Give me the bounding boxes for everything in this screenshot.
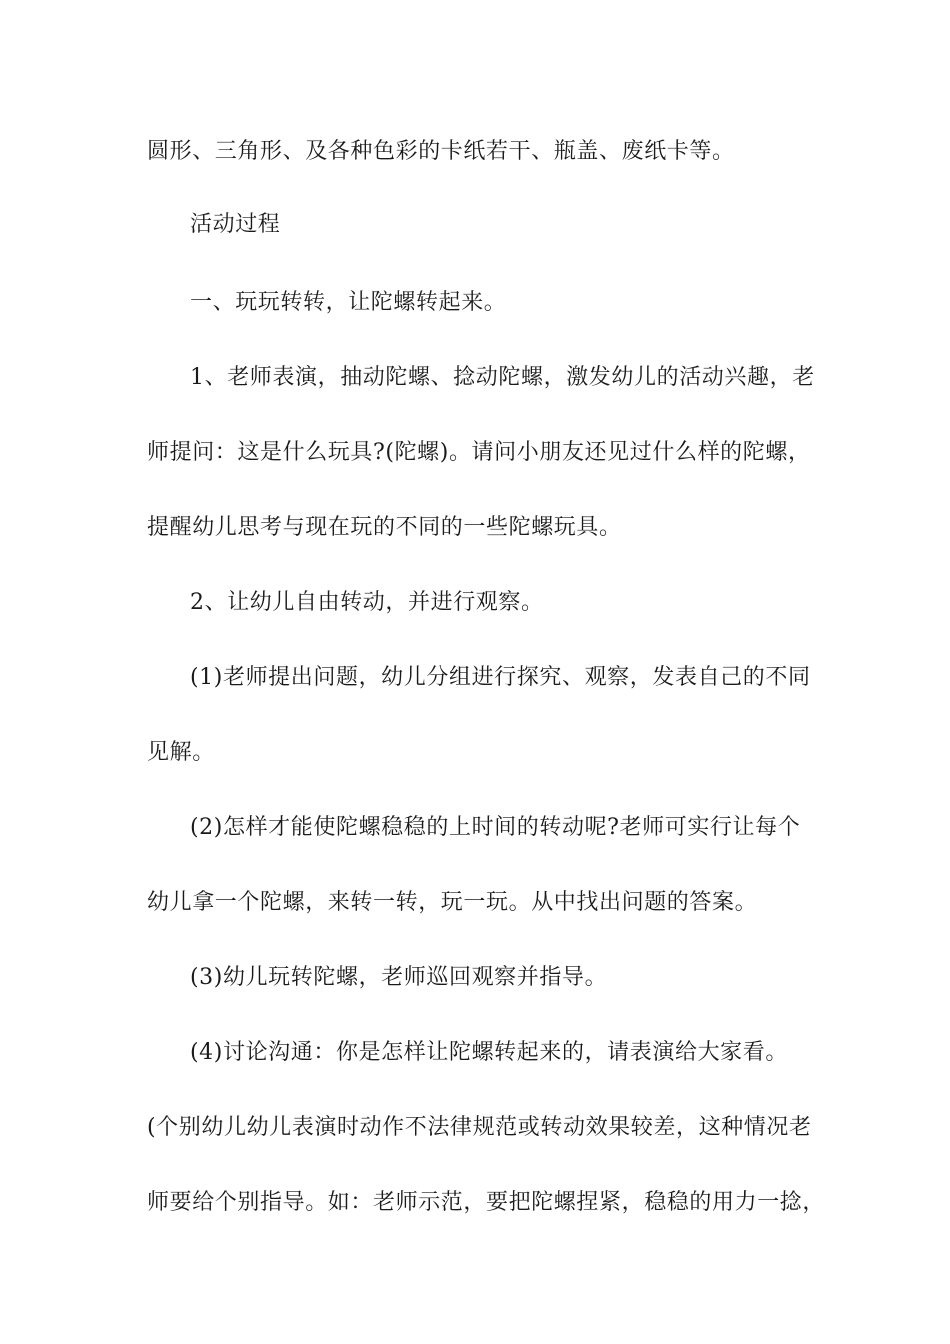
paragraph-1-line-1: 1、老师表演，抽动陀螺、捻动陀螺，激发幼儿的活动兴趣，老 <box>190 365 815 390</box>
paragraph-2-line-1: 2、让幼儿自由转动，并进行观察。 <box>190 590 544 615</box>
note-line-1: (个别幼儿幼儿表演时动作不法律规范或转动效果较差，这种情况老 <box>147 1115 812 1140</box>
sub-item-4-line-1: (4)讨论沟通：你是怎样让陀螺转起来的，请表演给大家看。 <box>190 1040 788 1065</box>
paragraph-1-line-2: 师提问：这是什么玩具?(陀螺)。请问小朋友还见过什么样的陀螺， <box>147 440 811 465</box>
step-heading-1: 一、玩玩转转，让陀螺转起来。 <box>190 290 507 315</box>
section-heading-activity-process: 活动过程 <box>190 212 281 237</box>
sub-item-2-line-2: 幼儿拿一个陀螺，来转一转，玩一玩。从中找出问题的答案。 <box>147 890 758 915</box>
sub-item-1-line-1: (1)老师提出问题，幼儿分组进行探究、观察，发表自己的不同 <box>190 665 811 690</box>
sub-item-3-line-1: (3)幼儿玩转陀螺，老师巡回观察并指导。 <box>190 965 608 990</box>
sub-item-2-line-1: (2)怎样才能使陀螺稳稳的上时间的转动呢?老师可实行让每个 <box>190 815 801 840</box>
paragraph-1-line-3: 提醒幼儿思考与现在玩的不同的一些陀螺玩具。 <box>147 515 622 540</box>
sub-item-1-line-2: 见解。 <box>147 740 215 765</box>
note-line-2: 师要给个别指导。如：老师示范，要把陀螺捏紧，稳稳的用力一捻， <box>147 1190 826 1215</box>
materials-line: 圆形、三角形、及各种色彩的卡纸若干、瓶盖、废纸卡等。 <box>147 139 735 164</box>
